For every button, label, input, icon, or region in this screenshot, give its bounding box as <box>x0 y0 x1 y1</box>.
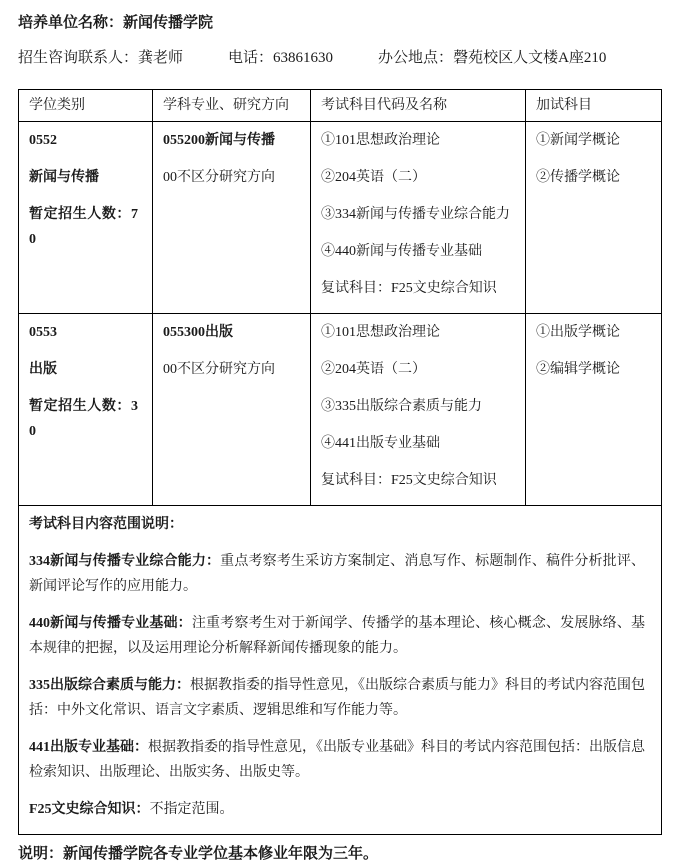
footer-note-label: 说明： <box>18 846 64 862</box>
major-code-name: 055300出版 <box>163 325 233 340</box>
additional-subject: ①新闻学概论 <box>536 133 620 148</box>
note-item-text: 根据教指委的指导性意见，《出版专业基础》科目的考试内容范围包括：出版信息检索知识、出版理论、出版实务、出版史等。 <box>29 740 645 780</box>
exam-subject: ①101思想政治理论 <box>321 133 440 148</box>
degree-code: 0552 <box>29 133 57 148</box>
note-item-text: 注重考察考生对于新闻学、传播学的基本理论、核心概念、发展脉络、基本规律的把握，以及运用理论分析解释新闻传播现象的能力。 <box>29 616 646 656</box>
exam-subject: ②204英语（二） <box>321 170 426 185</box>
quota-value: 30 <box>29 399 138 439</box>
enrollment-quota <box>29 202 138 252</box>
note-item <box>29 549 645 599</box>
page-title <box>18 14 661 33</box>
column-header-major-direction: 学科专业、研究方向 <box>153 90 311 122</box>
exam-subjects-cell <box>311 314 526 506</box>
note-item-text: 重点考察考生采访方案制定、消息写作、标题制作、稿件分析批评、新闻评论写作的应用能力。 <box>29 554 646 594</box>
exam-subject: ④441出版专业基础 <box>321 436 440 451</box>
contact-person-value: 龚老师 <box>138 50 184 66</box>
degree-category-cell <box>19 122 153 314</box>
exam-subjects-cell <box>311 122 526 314</box>
note-item <box>29 673 645 723</box>
research-direction: 00不区分研究方向 <box>163 362 275 377</box>
exam-scope-notes <box>19 506 662 835</box>
contact-person-label: 招生咨询联系人： <box>18 50 139 66</box>
note-item-label: 441出版专业基础： <box>29 740 148 755</box>
degree-code: 0553 <box>29 325 57 340</box>
footer-note-text: 新闻传播学院各专业学位基本修业年限为三年。 <box>63 846 379 862</box>
contact-office <box>378 49 606 68</box>
column-header-exam-subjects: 考试科目代码及名称 <box>311 90 526 122</box>
unit-name-value: 新闻传播学院 <box>123 15 214 31</box>
additional-subject: ①出版学概论 <box>536 325 620 340</box>
additional-subject: ②编辑学概论 <box>536 362 620 377</box>
quota-label: 暂定招生人数： <box>29 399 131 414</box>
enrollment-quota <box>29 394 138 444</box>
notes-row <box>19 506 662 835</box>
additional-subjects-cell <box>526 122 662 314</box>
table-header-row <box>19 90 662 122</box>
office-label: 办公地点： <box>378 50 454 66</box>
degree-category-cell <box>19 314 153 506</box>
quota-label: 暂定招生人数： <box>29 207 131 222</box>
contact-person <box>18 49 183 68</box>
exam-subject: ③334新闻与传播专业综合能力 <box>321 207 510 222</box>
major-direction-cell <box>153 122 311 314</box>
degree-name: 新闻与传播 <box>29 170 99 185</box>
major-code-name: 055200新闻与传播 <box>163 133 275 148</box>
note-item <box>29 735 645 785</box>
note-item-label: 335出版综合素质与能力： <box>29 678 190 693</box>
quota-value: 70 <box>29 207 138 247</box>
notes-title: 考试科目内容范围说明： <box>29 517 183 532</box>
contact-phone <box>228 49 333 68</box>
research-direction: 00不区分研究方向 <box>163 170 275 185</box>
retest-subject: 复试科目：F25文史综合知识 <box>321 281 497 296</box>
exam-subject: ④440新闻与传播专业基础 <box>321 244 482 259</box>
additional-subject: ②传播学概论 <box>536 170 620 185</box>
major-direction-cell <box>153 314 311 506</box>
note-item-label: F25文史综合知识： <box>29 802 150 817</box>
column-header-degree-category: 学位类别 <box>19 90 153 122</box>
exam-subject: ③335出版综合素质与能力 <box>321 399 482 414</box>
note-item-label: 440新闻与传播专业基础： <box>29 616 192 631</box>
additional-subjects-cell <box>526 314 662 506</box>
table-row-publishing <box>19 314 662 506</box>
phone-label: 电话： <box>228 50 274 66</box>
table-row-journalism <box>19 122 662 314</box>
note-item-label: 334新闻与传播专业综合能力： <box>29 554 221 569</box>
exam-subject: ②204英语（二） <box>321 362 426 377</box>
degree-name: 出版 <box>29 362 57 377</box>
contact-line <box>18 49 661 68</box>
phone-value: 63861630 <box>273 50 334 66</box>
retest-subject: 复试科目：F25文史综合知识 <box>321 473 497 488</box>
note-item-text: 不指定范围。 <box>149 802 234 817</box>
exam-subject: ①101思想政治理论 <box>321 325 440 340</box>
admissions-table <box>18 89 662 835</box>
office-value: 磬苑校区人文楼A座210 <box>453 50 607 66</box>
note-item <box>29 797 645 822</box>
column-header-additional-subjects: 加试科目 <box>526 90 662 122</box>
note-item <box>29 611 645 661</box>
note-item-text: 根据教指委的指导性意见，《出版综合素质与能力》科目的考试内容范围包括：中外文化常识、语言文字素质、逻辑思维和写作能力等。 <box>29 678 645 718</box>
unit-name-label: 培养单位名称： <box>18 15 124 31</box>
footer-note <box>18 844 661 864</box>
